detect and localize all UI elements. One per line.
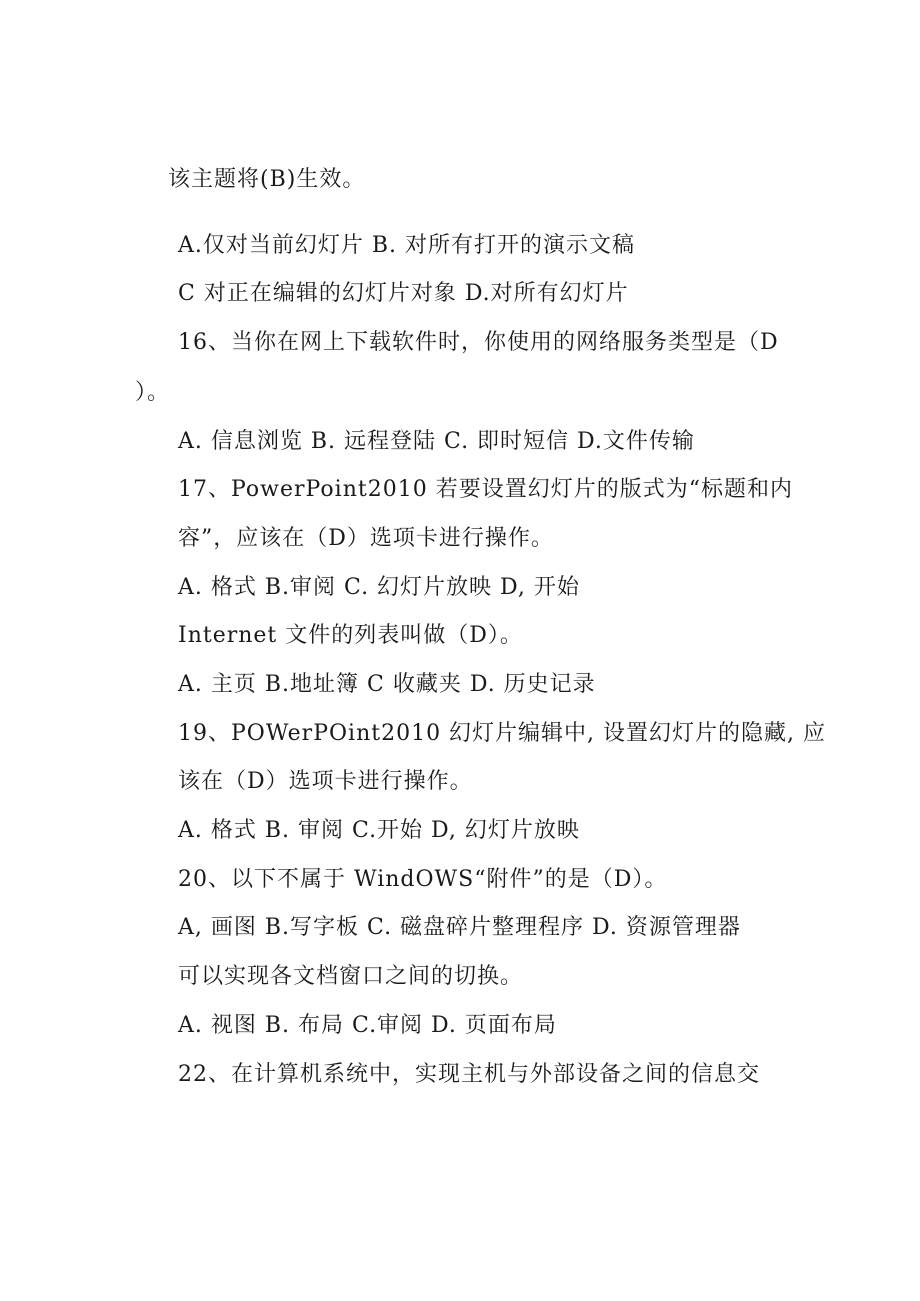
text-line-4: 16、当你在网上下载软件时，你使用的网络服务类型是（D — [178, 330, 779, 355]
text-line-3: C 对正在编辑的幻灯片对象 D.对所有幻灯片 — [178, 281, 629, 306]
text-line-8: 容”，应该在（D）选项卡进行操作。 — [178, 526, 554, 551]
text-line-9: A. 格式 B.审阅 C. 幻灯片放映 D, 开始 — [178, 575, 580, 600]
text-line-2: A.仅对当前幻灯片 B. 对所有打开的演示文稿 — [178, 233, 636, 258]
text-line-10: Internet 文件的列表叫做（D）。 — [178, 623, 523, 648]
text-line-18: A. 视图 B. 布局 C.审阅 D. 页面布局 — [178, 1013, 557, 1038]
text-line-19: 22、在计算机系统中，实现主机与外部设备之间的信息交 — [178, 1062, 760, 1087]
text-line-5: ）。 — [135, 380, 171, 405]
text-line-15: 20、以下不属于 WindOWS“附件”的是（D）。 — [178, 867, 668, 892]
text-line-13: 该在（D）选项卡进行操作。 — [178, 769, 473, 794]
text-line-1: 该主题将(B)生效。 — [168, 167, 366, 192]
text-line-12: 19、POWerPOint2010 幻灯片编辑中, 设置幻灯片的隐藏, 应 — [178, 721, 827, 746]
text-line-14: A. 格式 B. 审阅 C.开始 D, 幻灯片放映 — [178, 818, 580, 843]
text-line-16: A, 画图 B.写字板 C. 磁盘碎片整理程序 D. 资源管理器 — [178, 915, 741, 940]
text-line-6: A. 信息浏览 B. 远程登陆 C. 即时短信 D.文件传输 — [178, 429, 695, 454]
text-line-7: 17、PowerPoint2010 若要设置幻灯片的版式为“标题和内 — [178, 477, 793, 502]
text-line-11: A. 主页 B.地址簿 C 收藏夹 D. 历史记录 — [178, 672, 596, 697]
text-line-17: 可以实现各文档窗口之间的切换。 — [178, 964, 524, 989]
